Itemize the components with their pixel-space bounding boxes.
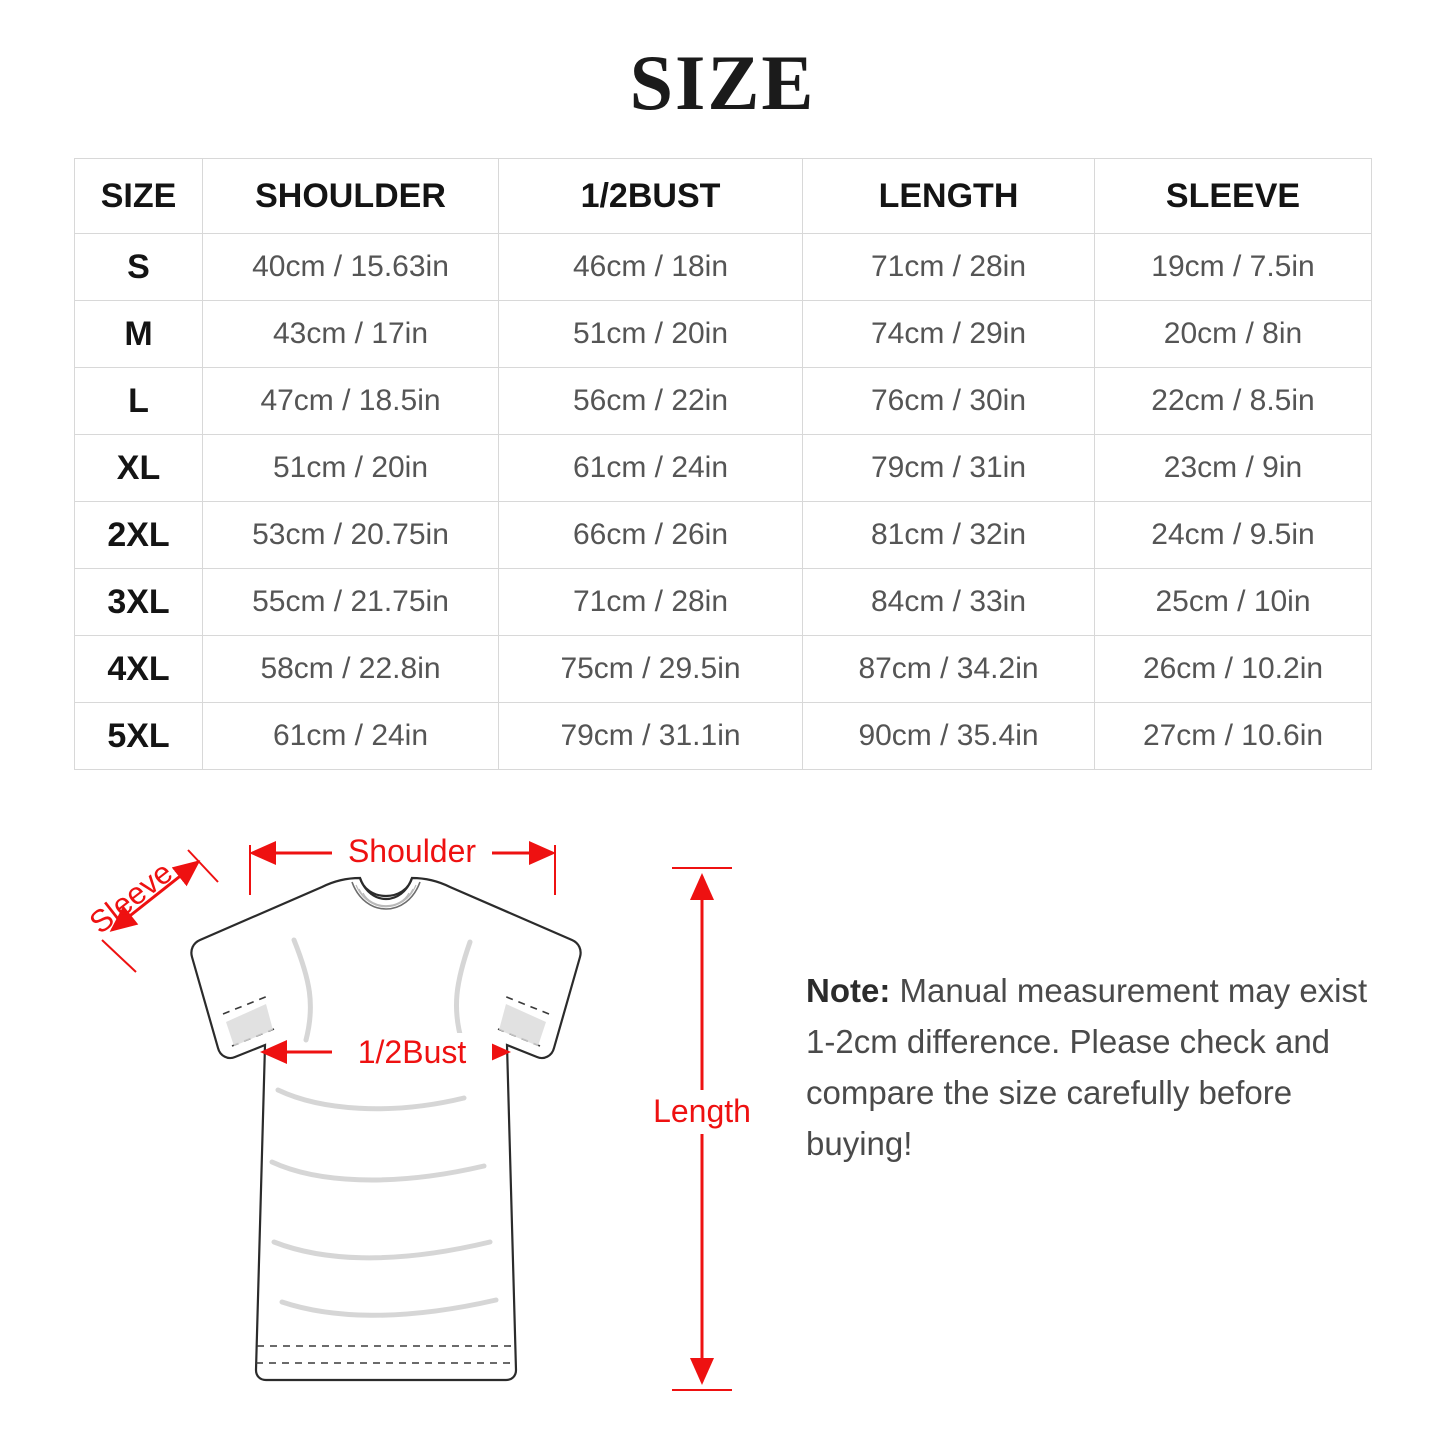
column-header-size: SIZE xyxy=(75,159,203,234)
cell-size: S xyxy=(75,234,203,301)
column-header-bust: 1/2BUST xyxy=(499,159,803,234)
cell-length: 76cm / 30in xyxy=(803,368,1095,435)
cell-shoulder: 61cm / 24in xyxy=(203,703,499,770)
cell-sleeve: 22cm / 8.5in xyxy=(1095,368,1372,435)
cell-bust: 71cm / 28in xyxy=(499,569,803,636)
cell-shoulder: 58cm / 22.8in xyxy=(203,636,499,703)
cell-length: 74cm / 29in xyxy=(803,301,1095,368)
table-row xyxy=(75,502,1372,569)
table-row xyxy=(75,234,1372,301)
cell-size: M xyxy=(75,301,203,368)
table-row xyxy=(75,301,1372,368)
table-row xyxy=(75,636,1372,703)
cell-length: 84cm / 33in xyxy=(803,569,1095,636)
cell-sleeve: 19cm / 7.5in xyxy=(1095,234,1372,301)
cell-shoulder: 40cm / 15.63in xyxy=(203,234,499,301)
cell-bust: 66cm / 26in xyxy=(499,502,803,569)
column-header-shoulder: SHOULDER xyxy=(203,159,499,234)
label-sleeve: Sleeve xyxy=(82,854,180,941)
size-table-container xyxy=(74,158,1371,770)
column-header-length: LENGTH xyxy=(803,159,1095,234)
column-header-sleeve: SLEEVE xyxy=(1095,159,1372,234)
label-bust: 1/2Bust xyxy=(357,1034,467,1070)
table-row xyxy=(75,703,1372,770)
cell-size: 5XL xyxy=(75,703,203,770)
table-row xyxy=(75,368,1372,435)
label-shoulder: Shoulder xyxy=(347,833,477,869)
table-row xyxy=(75,569,1372,636)
shoulder-measure-annotation xyxy=(250,832,555,895)
tshirt-measurement-illustration xyxy=(60,790,780,1430)
cell-sleeve: 25cm / 10in xyxy=(1095,569,1372,636)
cell-bust: 46cm / 18in xyxy=(499,234,803,301)
cell-bust: 51cm / 20in xyxy=(499,301,803,368)
label-length: Length xyxy=(653,1093,751,1129)
cell-sleeve: 24cm / 9.5in xyxy=(1095,502,1372,569)
cell-size: 2XL xyxy=(75,502,203,569)
length-measure-annotation xyxy=(653,868,751,1390)
table-row xyxy=(75,435,1372,502)
cell-bust: 56cm / 22in xyxy=(499,368,803,435)
tshirt-graphic xyxy=(191,878,580,1380)
cell-sleeve: 23cm / 9in xyxy=(1095,435,1372,502)
cell-sleeve: 20cm / 8in xyxy=(1095,301,1372,368)
cell-length: 90cm / 35.4in xyxy=(803,703,1095,770)
cell-shoulder: 47cm / 18.5in xyxy=(203,368,499,435)
size-table xyxy=(74,158,1372,770)
table-header-row xyxy=(75,159,1372,234)
cell-length: 79cm / 31in xyxy=(803,435,1095,502)
cell-shoulder: 53cm / 20.75in xyxy=(203,502,499,569)
cell-bust: 75cm / 29.5in xyxy=(499,636,803,703)
measurement-note xyxy=(806,965,1386,1170)
cell-shoulder: 43cm / 17in xyxy=(203,301,499,368)
cell-shoulder: 51cm / 20in xyxy=(203,435,499,502)
cell-sleeve: 27cm / 10.6in xyxy=(1095,703,1372,770)
cell-size: XL xyxy=(75,435,203,502)
cell-size: 3XL xyxy=(75,569,203,636)
cell-bust: 61cm / 24in xyxy=(499,435,803,502)
cell-length: 71cm / 28in xyxy=(803,234,1095,301)
cell-sleeve: 26cm / 10.2in xyxy=(1095,636,1372,703)
note-text: Manual measurement may exist 1-2cm difference. Please check and compare the size carefully before buying! xyxy=(806,972,1368,1163)
cell-bust: 79cm / 31.1in xyxy=(499,703,803,770)
cell-shoulder: 55cm / 21.75in xyxy=(203,569,499,636)
cell-length: 87cm / 34.2in xyxy=(803,636,1095,703)
cell-size: L xyxy=(75,368,203,435)
cell-size: 4XL xyxy=(75,636,203,703)
cell-length: 81cm / 32in xyxy=(803,502,1095,569)
note-label: Note: xyxy=(806,972,891,1009)
page-title: SIZE xyxy=(629,39,816,126)
